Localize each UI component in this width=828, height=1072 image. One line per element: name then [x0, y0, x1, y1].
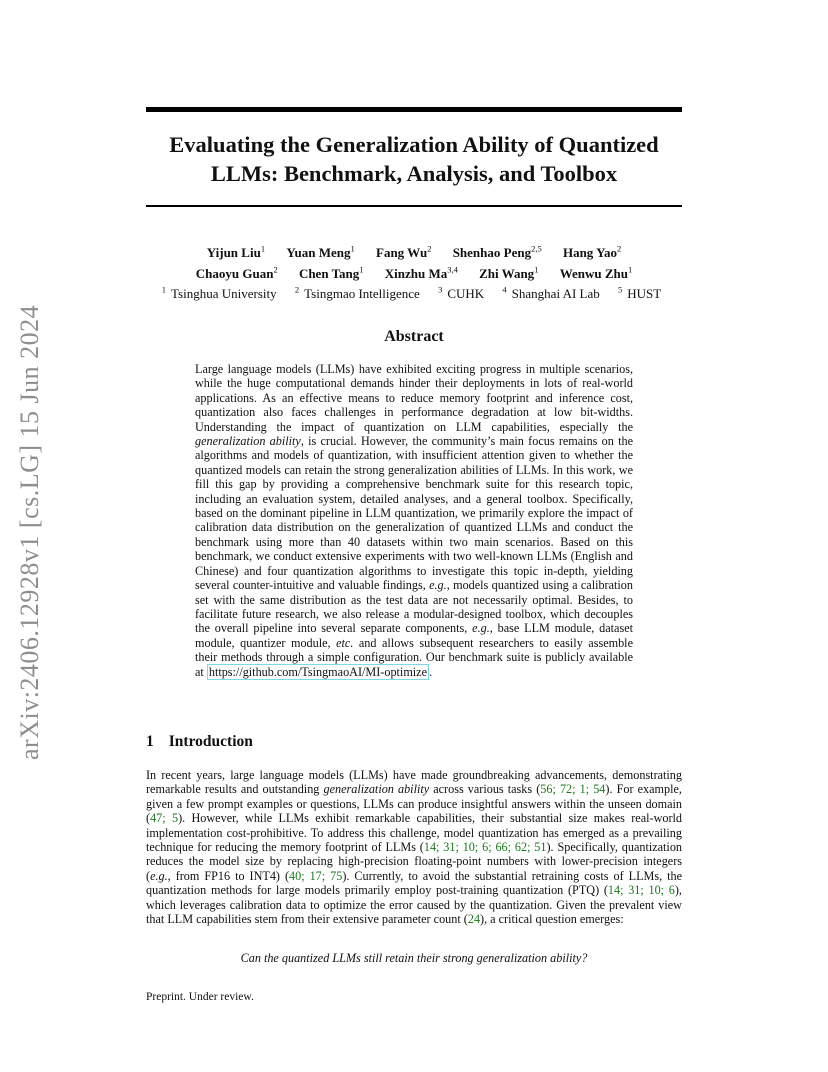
authors-row-2 [146, 261, 682, 281]
github-link[interactable]: https://github.com/TsingmaoAI/MI-optimize [208, 664, 428, 679]
section-heading [146, 733, 253, 751]
title-rule-bottom [146, 205, 682, 207]
abstract-body: Large language models (LLMs) have exhibited exciting progress in multiple scenarios, while the huge computational demands hinder their deployments in lots of real-world applications. As an effective means to reduce memory footprint and inference cost, quantization also faces challenges in performance degradation at low bit-widths. Understanding the impact of quantization on LLM capabilities, especially the generalization ability, is crucial. However, the community’s main focus remains on the algorithms and models of quantization, with insufficient attention given to whether the quantized models can retain the strong generalization abilities of LLMs. In this work, we fill this gap by providing a comprehensive benchmark suite for this research topic, including an evaluation system, detailed analyses, and a general toolbox. Specifically, based on the dominant pipeline in LLM quantization, we primarily explore the impact of calibration data distribution on the generalization of quantized LLMs and conduct the benchmark using more than 40 datasets within two main scenarios. Based on this benchmark, we conduct extensive experiments with two well-known LLMs (English and Chinese) and four quantization algorithms to investigate this topic in-depth, yielding several counter-intuitive and valuable findings, e.g., models quantized using a calibration set with the same distribution as the test data are not necessarily optimal. Besides, to facilitate future research, we also release a modular-designed toolbox, which decouples the overall pipeline into several separate components, e.g., base LLM module, dataset module, quantizer module, etc. and allows subsequent researchers to easily assemble their methods through a simple configuration. Our benchmark suite is publicly available at https://github.com/TsingmaoAI/MI-optimize . [195, 362, 634, 679]
author: Chaoyu Guan$^2$ [195, 264, 278, 281]
author: Yuan Meng$^1$ [286, 244, 355, 261]
affiliations [146, 282, 682, 302]
citation-link[interactable]: 14; 31; 10; 6 [607, 883, 675, 898]
author-block [146, 241, 682, 302]
citation-link[interactable]: 40; 17; 75 [289, 868, 343, 883]
affiliation: $^5$ HUST [618, 284, 662, 301]
title-rule-top [146, 107, 682, 112]
section-title: Introduction [168, 733, 253, 750]
title-line-2: LLMs: Benchmark, Analysis, and Toolbox [210, 161, 618, 186]
affiliation: $^3$ CUHK [438, 284, 485, 301]
author: Xinzhu Ma$^{3,4}$ [384, 264, 458, 281]
author: Fang Wu$^2$ [376, 244, 432, 261]
citation-link[interactable]: 56; 72; 1; 54 [540, 782, 606, 797]
affiliation: $^4$ Shanghai AI Lab [502, 284, 600, 301]
title-line-1: Evaluating the Generalization Ability of Quantized [169, 132, 659, 157]
author: Yijun Liu$^1$ [206, 244, 266, 261]
author: Zhi Wang$^1$ [479, 264, 539, 281]
author: Hang Yao$^2$ [562, 244, 622, 261]
citation-link[interactable]: 14; 31; 10; 6; 66; 62; 51 [423, 840, 547, 855]
intro-paragraph: In recent years, large language models (LLMs) have made groundbreaking advancements, demonstrating remarkable results and outstanding generalization ability across various tasks (56; 72; 1; 54). For example, given a few prompt examples or questions, LLMs can produce insightful answers within the unseen domain (47; 5). However, while LLMs exhibit remarkable capabilities, their substantial size makes real-world implementation cost-prohibitive. To address this challenge, model quantization has emerged as a prevailing technique for reducing the memory footprint of LLMs (14; 31; 10; 6; 66; 62; 51). Specifically, quantization reduces the model size by replacing high-precision floating-point numbers with lower-precision integers (e.g., from FP16 to INT4) (40; 17; 75). Currently, to avoid the substantial retraining costs of LLMs, the quantization methods for large models primarily employ post-training quantization (PTQ) (14; 31; 10; 6), which leverages calibration data to optimize the error caused by the quantization. Given the prevalent view that LLM capabilities stem from their extensive parameter count (24), a critical question emerges: [146, 768, 683, 927]
author: Wenwu Zhu$^1$ [559, 264, 633, 281]
authors-row-1 [146, 241, 682, 261]
citation-link[interactable]: 24 [467, 912, 481, 927]
section-number: 1 [146, 733, 154, 750]
author: Chen Tang$^1$ [298, 264, 364, 281]
research-question: Can the quantized LLMs still retain their strong generalization ability? [240, 951, 588, 965]
preprint-note: Preprint. Under review. [146, 991, 254, 1003]
paper-title [146, 130, 682, 188]
citation-link[interactable]: 47; 5 [150, 811, 179, 826]
arxiv-stamp: arXiv:2406.12928v1 [cs.LG] 15 Jun 2024 [15, 304, 44, 760]
affiliation: $^2$ Tsingmao Intelligence [294, 284, 420, 301]
abstract-heading: Abstract [384, 328, 444, 345]
author: Shenhao Peng$^{2,5}$ [452, 244, 542, 261]
affiliation: $^1$ Tsinghua University [161, 284, 277, 301]
